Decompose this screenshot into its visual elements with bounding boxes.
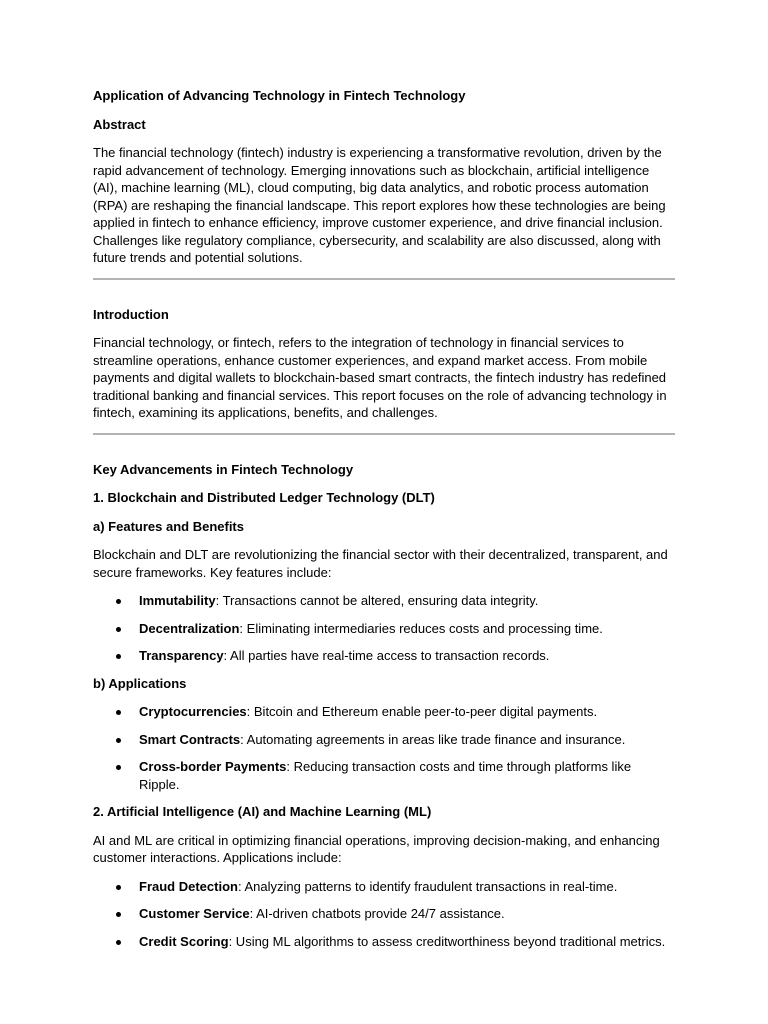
list-item [93, 592, 675, 610]
list-item [93, 731, 675, 749]
list-item-term: Customer Service [139, 906, 250, 921]
list-item-desc: : Automating agreements in areas like trade finance and insurance. [240, 731, 626, 747]
list-item-desc: : Using ML algorithms to assess creditworthiness beyond traditional metrics. [228, 933, 666, 949]
list-item-term: Smart Contracts [139, 731, 241, 747]
bullet-icon [116, 710, 121, 715]
list-item-term: Cross-border Payments [139, 759, 287, 774]
list-item-desc: : Analyzing patterns to identify fraudulent transactions in real-time. [237, 878, 618, 894]
list-item-desc: : AI-driven chatbots provide 24/7 assistance. [249, 906, 505, 921]
list-item-term: Decentralization [139, 620, 240, 636]
list-item [93, 647, 675, 665]
list-item [93, 620, 675, 638]
list-item [93, 878, 675, 896]
list-item-desc: : All parties have real-time access to transaction records. [223, 648, 550, 663]
list-item-term: Cryptocurrencies [139, 704, 247, 719]
applications-heading: b) Applications [93, 675, 187, 691]
list-item-desc: : Transactions cannot be altered, ensuring data integrity. [215, 593, 539, 608]
document-content [93, 87, 675, 960]
list-item [93, 905, 675, 923]
abstract-heading: Abstract [93, 116, 146, 132]
bullet-icon [116, 940, 121, 945]
list-item-term: Immutability [139, 593, 216, 608]
list-item-term: Fraud Detection [139, 878, 238, 894]
ai-ml-heading: 2. Artificial Intelligence (AI) and Machine Learning (ML) [93, 804, 432, 819]
list-item-term: Transparency [139, 648, 224, 663]
list-item [93, 703, 675, 721]
abstract-text: The financial technology (fintech) industry is experiencing a transformative revolution, driven by the rapid advancement of technology. Emerging innovations such as blockchain, artificial intelligence (AI), machine learning (ML), cloud computing, big data analytics, and robotic process automation (RPA) are reshaping the financial landscape. This report explores how these technologies are being applied in fintech to enhance efficiency, improve customer experience, and drive financial inclusion. Challenges like regulatory compliance, cybersecurity, and scalability are also discussed, along with future trends and potential solutions. [93, 145, 666, 265]
introduction-text: Financial technology, or fintech, refers to the integration of technology in financial services to streamline operations, enhance customer experiences, and expand market access. From mobile payments and digital wallets to blockchain-based smart contracts, the fintech industry has redefined traditional banking and financial services. This report focuses on the role of advancing technology in fintech, examining its applications, benefits, and challenges. [93, 335, 667, 420]
bullet-icon [116, 885, 121, 890]
features-list [93, 592, 675, 665]
bullet-icon [116, 654, 121, 659]
bullet-icon [116, 912, 121, 917]
list-item [93, 758, 675, 793]
blockchain-heading: 1. Blockchain and Distributed Ledger Technology (DLT) [93, 490, 435, 505]
ai-ml-intro: AI and ML are critical in optimizing financial operations, improving decision-making, and enhancing customer interactions. Applications include: [93, 832, 660, 865]
section-divider [93, 433, 675, 435]
document-title: Application of Advancing Technology in Fintech Technology [93, 88, 466, 103]
ai-ml-list [93, 878, 675, 951]
introduction-heading: Introduction [93, 306, 169, 322]
bullet-icon [116, 599, 121, 604]
bullet-icon [116, 738, 121, 743]
section-divider [93, 278, 675, 280]
features-heading: a) Features and Benefits [93, 518, 244, 534]
list-item-desc: : Eliminating intermediaries reduces costs and processing time. [239, 620, 603, 636]
key-advancements-heading: Key Advancements in Fintech Technology [93, 461, 354, 477]
list-item-term: Credit Scoring [139, 933, 229, 949]
features-intro: Blockchain and DLT are revolutionizing the financial sector with their decentralized, transparent, and secure frameworks. Key features include: [93, 547, 668, 580]
list-item [93, 933, 675, 951]
applications-list [93, 703, 675, 793]
list-item-desc: : Reducing transaction costs and time through platforms like Ripple. [139, 759, 632, 792]
bullet-icon [116, 765, 121, 770]
list-item-desc: : Bitcoin and Ethereum enable peer-to-peer digital payments. [246, 704, 598, 719]
bullet-icon [116, 627, 121, 632]
